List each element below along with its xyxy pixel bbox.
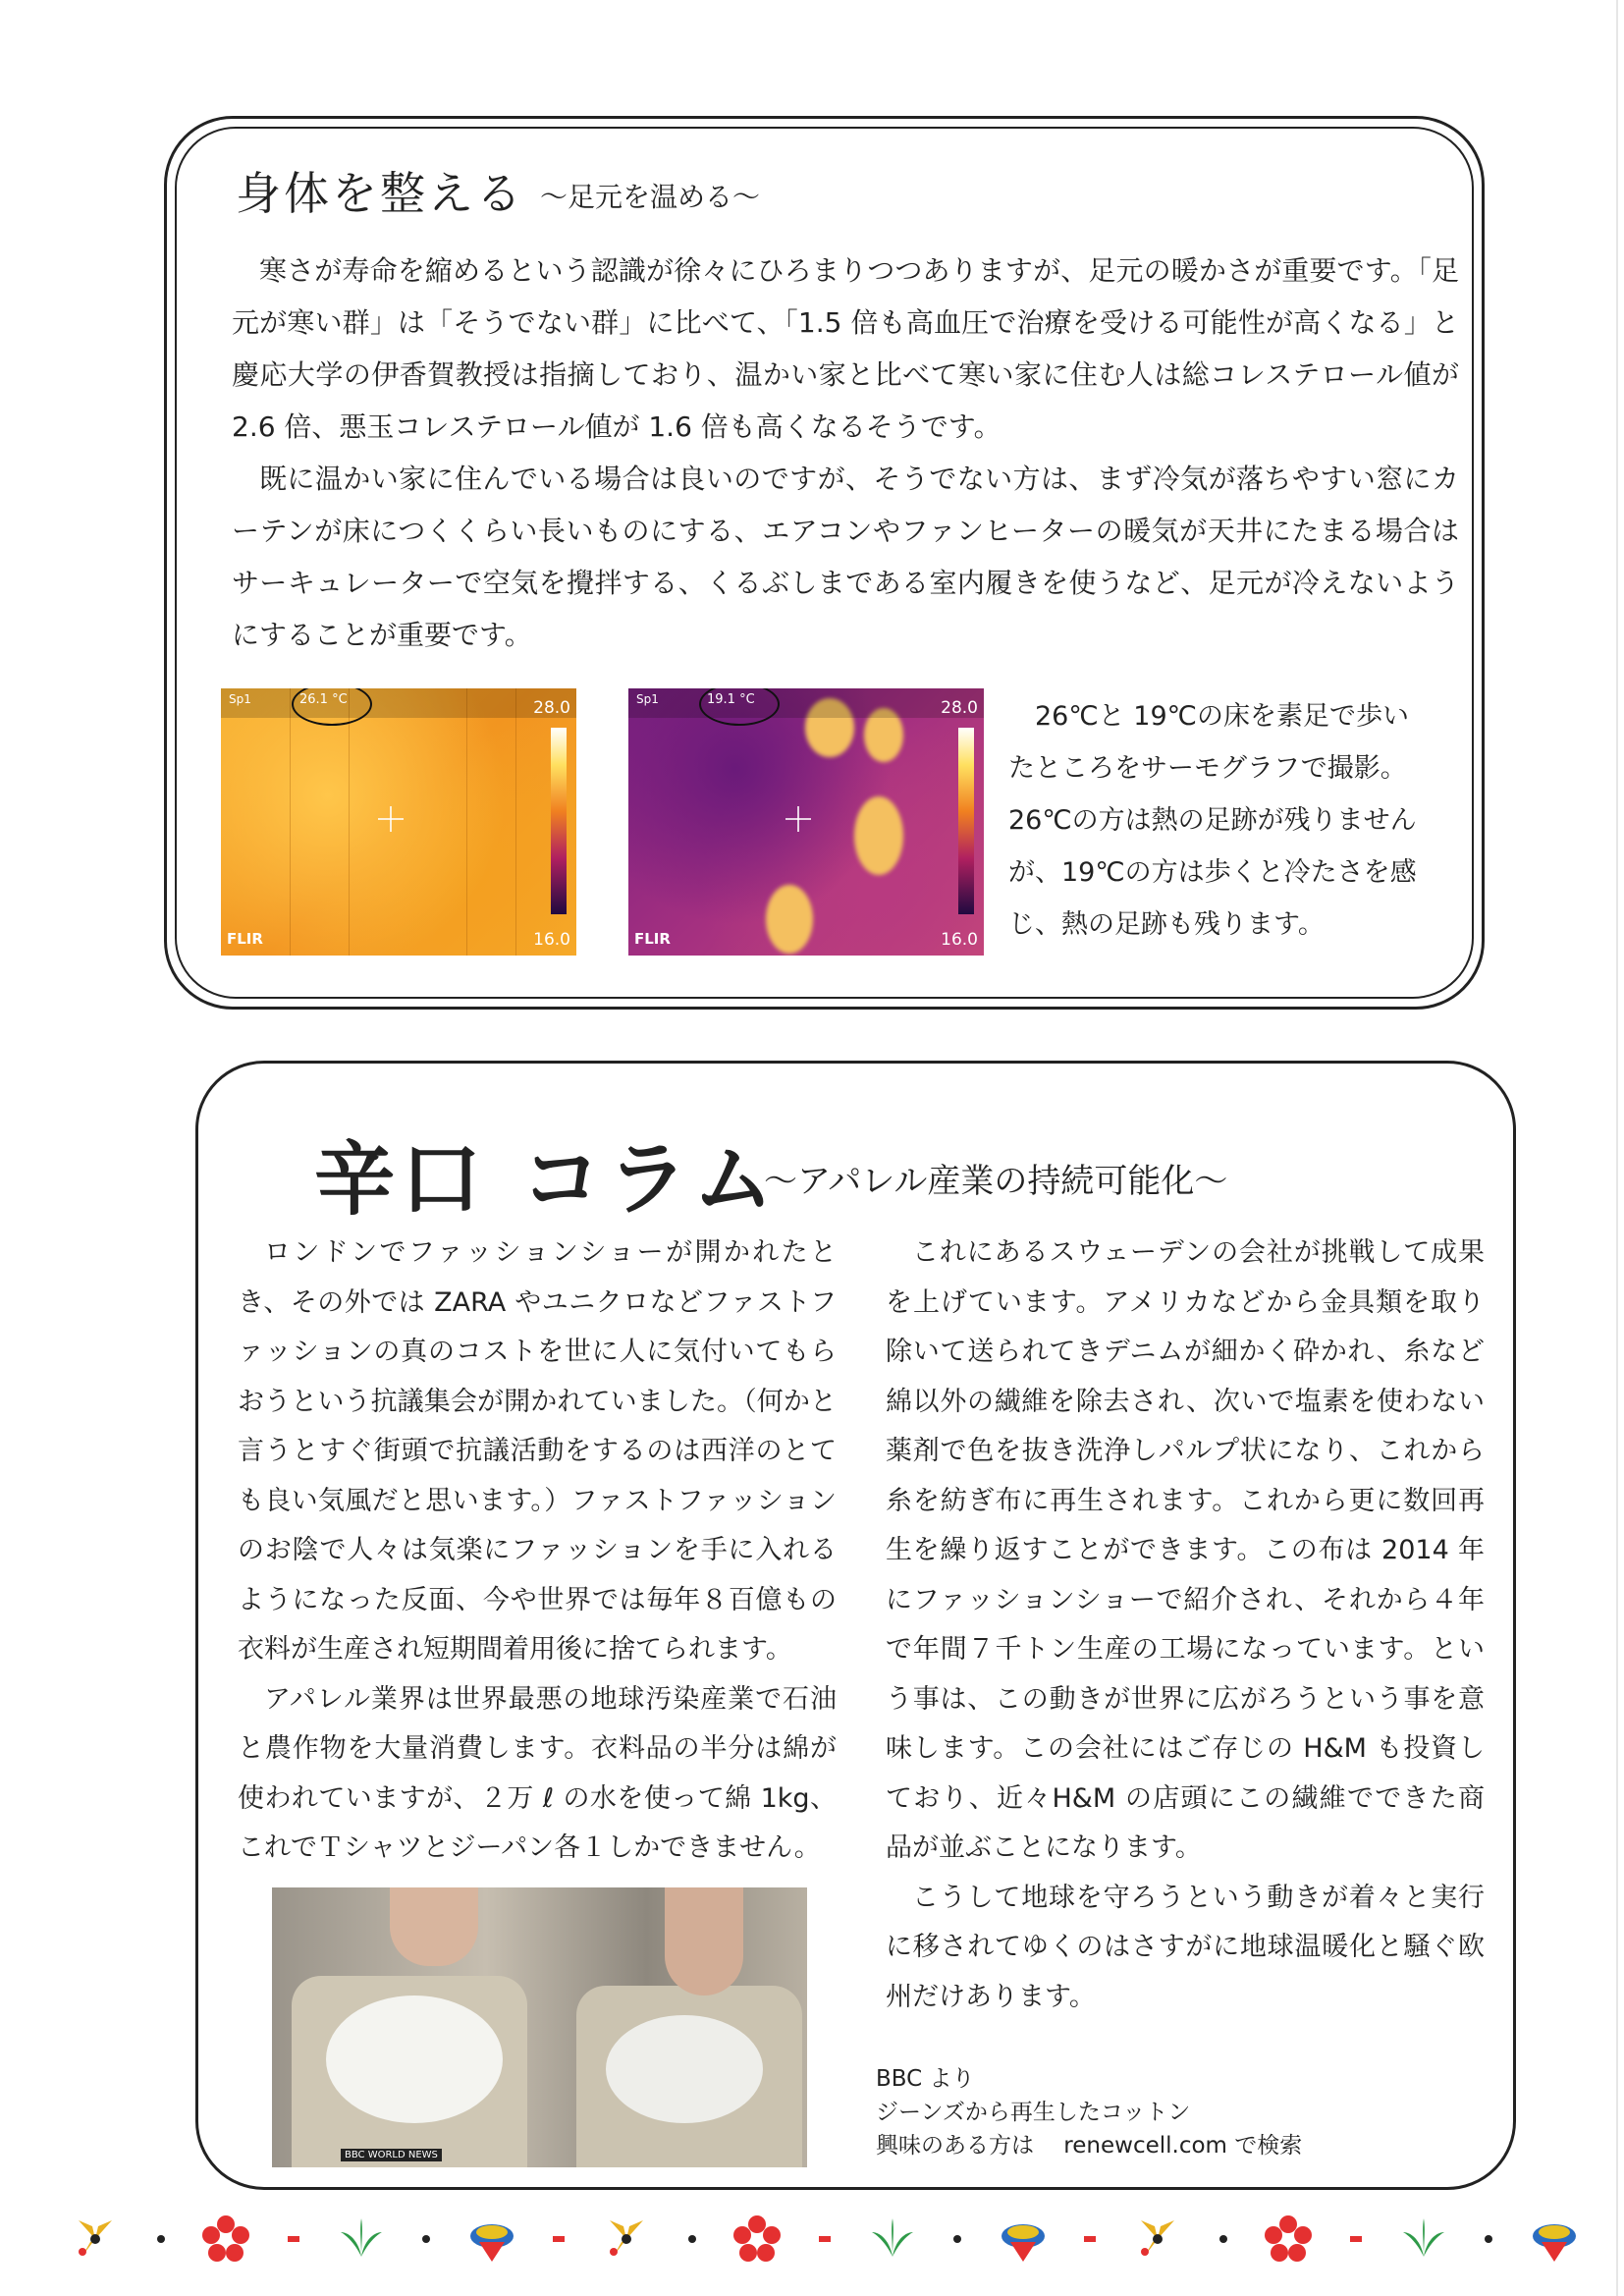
column-subtitle: ～アパレル産業の持続可能化～ [764, 1162, 1228, 1201]
credit-description: ジーンズから再生したコットン [876, 2100, 1191, 2125]
left-paragraph-1: ロンドンでファッションショーが開かれたとき、その外では ZARA やユニクロなどファストファッションの真のコストを世に人に気付いてもらおうという抗議集会が開かれていました。（何かと言うとすぐ街頭で抗議活動をするのは西洋のとても良い気風だと思います。）ファストファッションのお陰で人々は気楽にファッションを手に入れるようになった反面、今や世界では毎年８百億もの衣料が生産され短期間着用後に捨てられます。 [238, 1237, 837, 1665]
credit-search-hint: 興味のある方は renewcell.com で検索 [876, 2133, 1303, 2159]
paragraph-1: 寒さが寿命を縮めるという認識が徐々にひろまりつつありますが、足元の暖かさが重要です。「足元が寒い群」は「そうでない群」に比べて、「1.5 倍も高血圧で治療を受ける可能性が高くなる」と慶応大学の伊香賀教授は指摘しており、温かい家と比べて寒い家に住む人は総コレステロール値が 2.6 倍、悪玉コレステロール値が 1.6 倍も高くなるそうです。 [232, 254, 1459, 443]
pinwheel-icon [600, 2213, 653, 2266]
thermo-spot-label: Sp1 [229, 692, 251, 706]
flir-logo: FLIR [227, 930, 263, 948]
plum-blossom-icon [199, 2213, 252, 2266]
dot-icon [1219, 2235, 1227, 2243]
thermograph-cold-image [628, 688, 984, 956]
bbc-news-label: BBC WORLD NEWS [341, 2149, 442, 2161]
section-body-care [164, 116, 1485, 1010]
right-paragraph-1: これにあるスウェーデンの会社が挑戦して成果を上げています。アメリカなどから金具類を取り除いて送られてきデニムが細かく砕かれ、糸など綿以外の繊維を除去され、次いで塩素を使わない薬剤で色を抜き洗浄しパルプ状になり、これから糸を紡ぎ布に再生されます。これから更に数回再生を繰り返すことができます。この布は 2014 年にファッションショーで紹介され、それから４年で年間７千トン生産の工場になっています。という事は、この動きが世界に広がろうという事を意味します。この会社にはご存じの H&M も投資しており、近々H&M の店頭にこの繊維でできた商品が並ぶことになります。 [886, 1237, 1485, 1863]
scale-max: 28.0 [941, 698, 978, 718]
color-scale-bar [551, 728, 567, 914]
pinwheel-icon [1131, 2213, 1184, 2266]
dot-icon [688, 2235, 696, 2243]
left-paragraph-2: アパレル業界は世界最悪の地球汚染産業で石油と農作物を大量消費します。衣料品の半分は綿が使われていますが、２万 ℓ の水を使って綿 1kg、これでＴシャツとジーパン各１しかできません。 [238, 1683, 837, 1863]
dot-icon [422, 2235, 430, 2243]
thermo-temp-readout: 26.1 °C [299, 692, 348, 707]
scale-min: 16.0 [941, 930, 978, 950]
thermo-spot-label: Sp1 [636, 692, 659, 706]
recycled-cotton-photo [272, 1887, 807, 2167]
spinning-top-icon [465, 2213, 518, 2266]
right-paragraph-2: こうして地球を守ろうという動きが着々と実行に移されてゆくのはさすがに地球温暖化と騒ぐ欧州だけあります。 [886, 1882, 1485, 2012]
photo-credit [876, 2062, 1302, 2162]
dash-icon [1084, 2236, 1096, 2242]
footer-ornament-border [69, 2210, 1581, 2269]
thermograph-warm-image [221, 688, 576, 956]
thermo-temp-readout: 19.1 °C [707, 692, 755, 707]
section-column [195, 1061, 1516, 2190]
plum-blossom-icon [1262, 2213, 1315, 2266]
thermograph-caption: 26℃と 19℃の床を素足で歩いたところをサーモグラフで撮影。26℃の方は熱の足跡が残りませんが、19℃の方は歩くと冷たさを感じ、熱の足跡も残ります。 [1008, 701, 1417, 940]
dash-icon [553, 2236, 565, 2242]
paragraph-2: 既に温かい家に住んでいる場合は良いのですが、そうでない方は、まず冷気が落ちやすい窓にカーテンが床につくくらい長いものにする、エアコンやファンヒーターの暖気が天井にたまる場合はサーキュレーターで空気を攪拌する、くるぶしまである室内履きを使うなど、足元が冷えないようにすることが重要です。 [232, 463, 1459, 651]
spinning-top-icon [997, 2213, 1050, 2266]
bamboo-leaf-icon [866, 2213, 919, 2266]
bamboo-leaf-icon [335, 2213, 388, 2266]
scale-min: 16.0 [533, 930, 570, 950]
credit-source: BBC より [876, 2066, 975, 2092]
dot-icon [157, 2235, 165, 2243]
spinning-top-icon [1528, 2213, 1581, 2266]
flir-logo: FLIR [634, 930, 671, 948]
section-subtitle: ～足元を温める～ [540, 181, 761, 213]
dot-icon [1485, 2235, 1492, 2243]
dash-icon [288, 2236, 299, 2242]
scale-max: 28.0 [533, 698, 570, 718]
column-title: 辛口 コラム [314, 1133, 780, 1227]
bamboo-leaf-icon [1397, 2213, 1450, 2266]
column-left-text [238, 1229, 837, 1874]
crosshair-icon [378, 806, 404, 832]
dot-icon [953, 2235, 961, 2243]
pinwheel-icon [69, 2213, 122, 2266]
column-right-text [886, 1229, 1485, 2022]
crosshair-icon [785, 806, 811, 832]
section-title: 身体を整える [236, 167, 524, 220]
dash-icon [1350, 2236, 1362, 2242]
plum-blossom-icon [731, 2213, 784, 2266]
temp-highlight-circle [699, 688, 780, 726]
dash-icon [819, 2236, 831, 2242]
temp-highlight-circle [292, 688, 372, 726]
color-scale-bar [958, 728, 974, 914]
page-edge-line [1616, 0, 1618, 2296]
